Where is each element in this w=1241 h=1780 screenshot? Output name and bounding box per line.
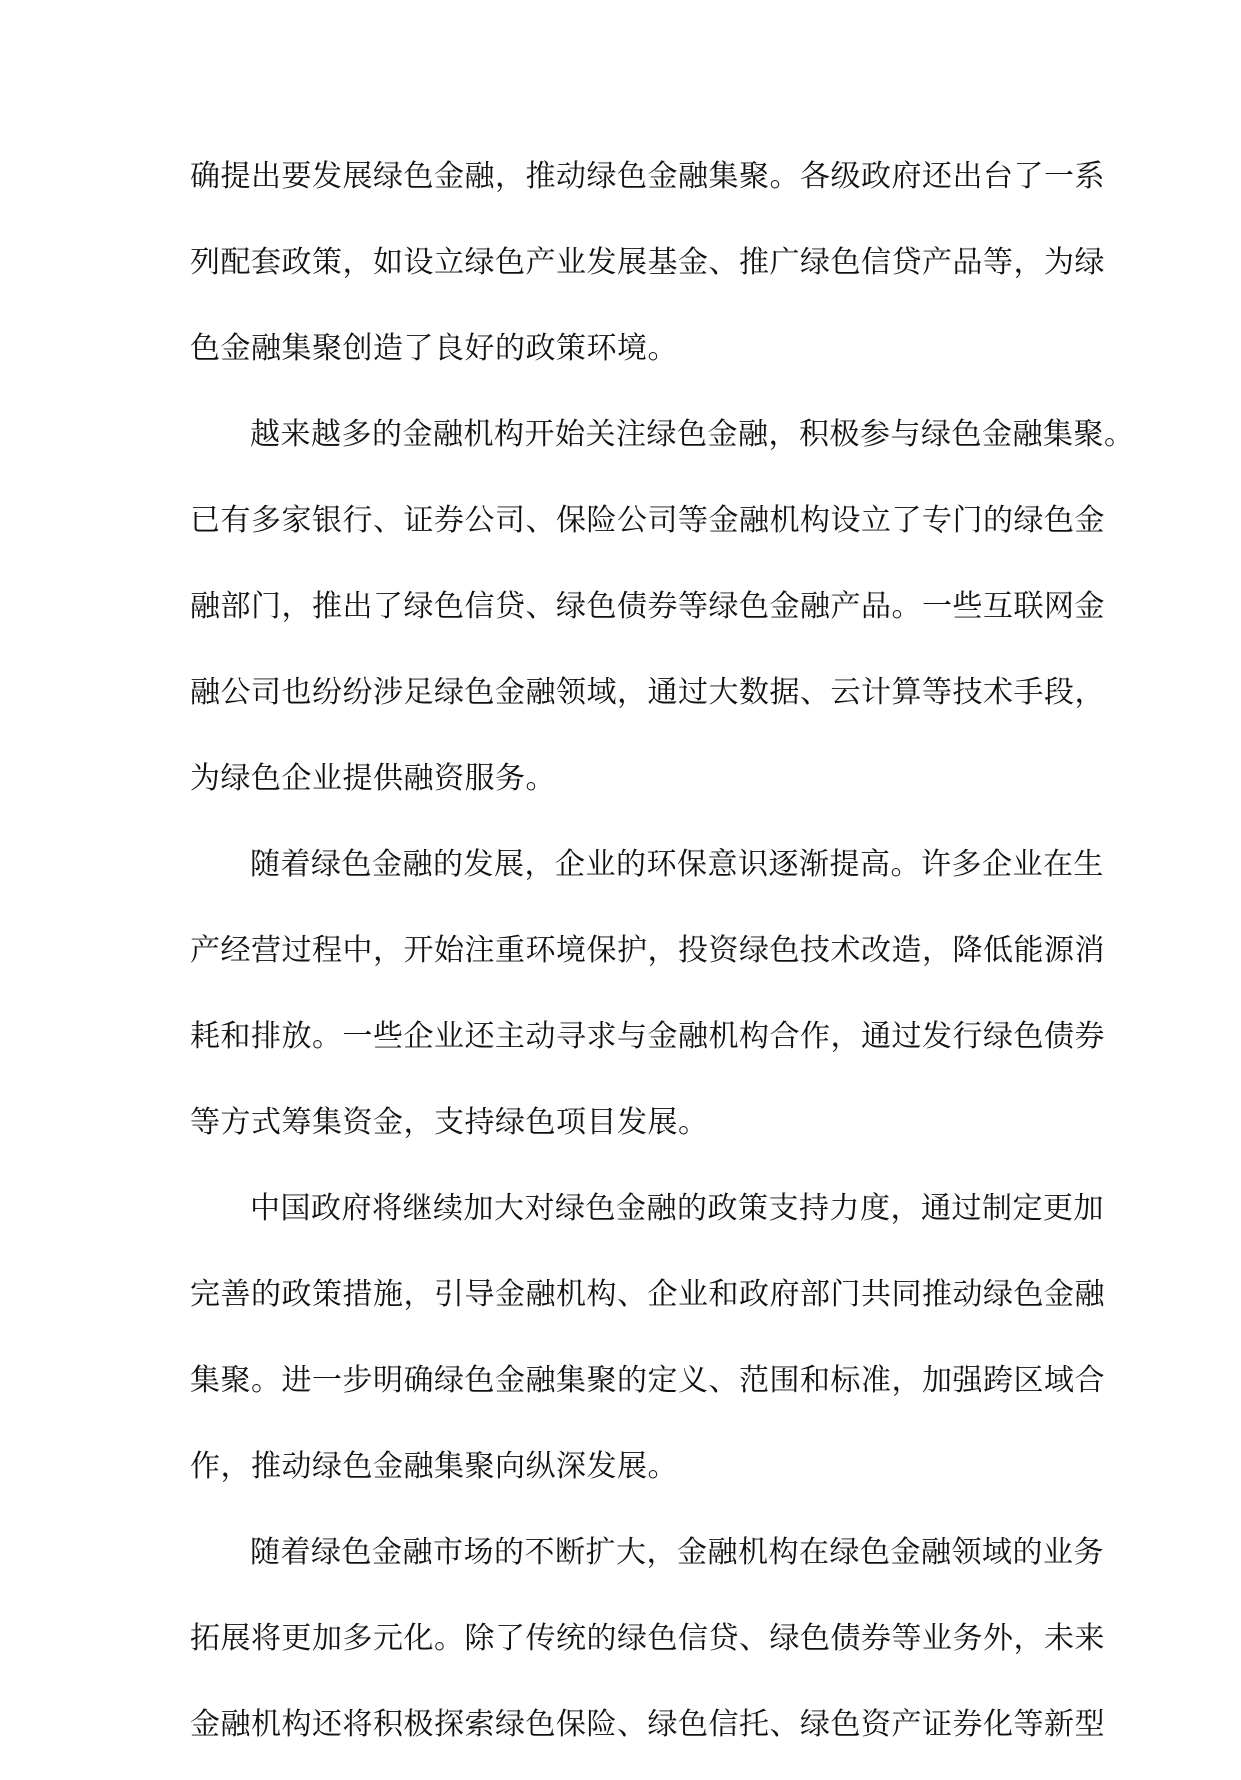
text-line: 为绿色企业提供融资服务。 [190, 761, 556, 796]
text-line: 作，推动绿色金融集聚向纵深发展。 [190, 1449, 678, 1484]
text-line: 色金融集聚创造了良好的政策环境。 [190, 331, 678, 366]
text-line: 金融机构还将积极探索绿色保险、绿色信托、绿色资产证券化等新型 [190, 1707, 1105, 1742]
paragraph-first-line: 越来越多的金融机构开始关注绿色金融，积极参与绿色金融集聚。 [250, 417, 1135, 452]
text-line: 等方式筹集资金，支持绿色项目发展。 [190, 1105, 709, 1140]
text-line: 已有多家银行、证券公司、保险公司等金融机构设立了专门的绿色金 [190, 503, 1105, 538]
text-line: 耗和排放。一些企业还主动寻求与金融机构合作，通过发行绿色债券 [190, 1019, 1105, 1054]
text-line: 完善的政策措施，引导金融机构、企业和政府部门共同推动绿色金融 [190, 1277, 1105, 1312]
text-line: 产经营过程中，开始注重环境保护，投资绿色技术改造，降低能源消 [190, 933, 1105, 968]
text-line: 融公司也纷纷涉足绿色金融领域，通过大数据、云计算等技术手段， [190, 675, 1105, 710]
paragraph-first-line: 随着绿色金融的发展，企业的环保意识逐渐提高。许多企业在生 [250, 847, 1104, 882]
text-line: 集聚。进一步明确绿色金融集聚的定义、范围和标准，加强跨区域合 [190, 1363, 1105, 1398]
text-line: 拓展将更加多元化。除了传统的绿色信贷、绿色债券等业务外，未来 [190, 1621, 1105, 1656]
paragraph-first-line: 随着绿色金融市场的不断扩大，金融机构在绿色金融领域的业务 [250, 1535, 1104, 1570]
text-line: 列配套政策，如设立绿色产业发展基金、推广绿色信贷产品等，为绿 [190, 245, 1105, 280]
text-line: 融部门，推出了绿色信贷、绿色债券等绿色金融产品。一些互联网金 [190, 589, 1105, 624]
body-text [190, 146, 1135, 1780]
paragraph-first-line: 中国政府将继续加大对绿色金融的政策支持力度，通过制定更加 [250, 1191, 1104, 1226]
text-line: 确提出要发展绿色金融，推动绿色金融集聚。各级政府还出台了一系 [190, 159, 1105, 194]
